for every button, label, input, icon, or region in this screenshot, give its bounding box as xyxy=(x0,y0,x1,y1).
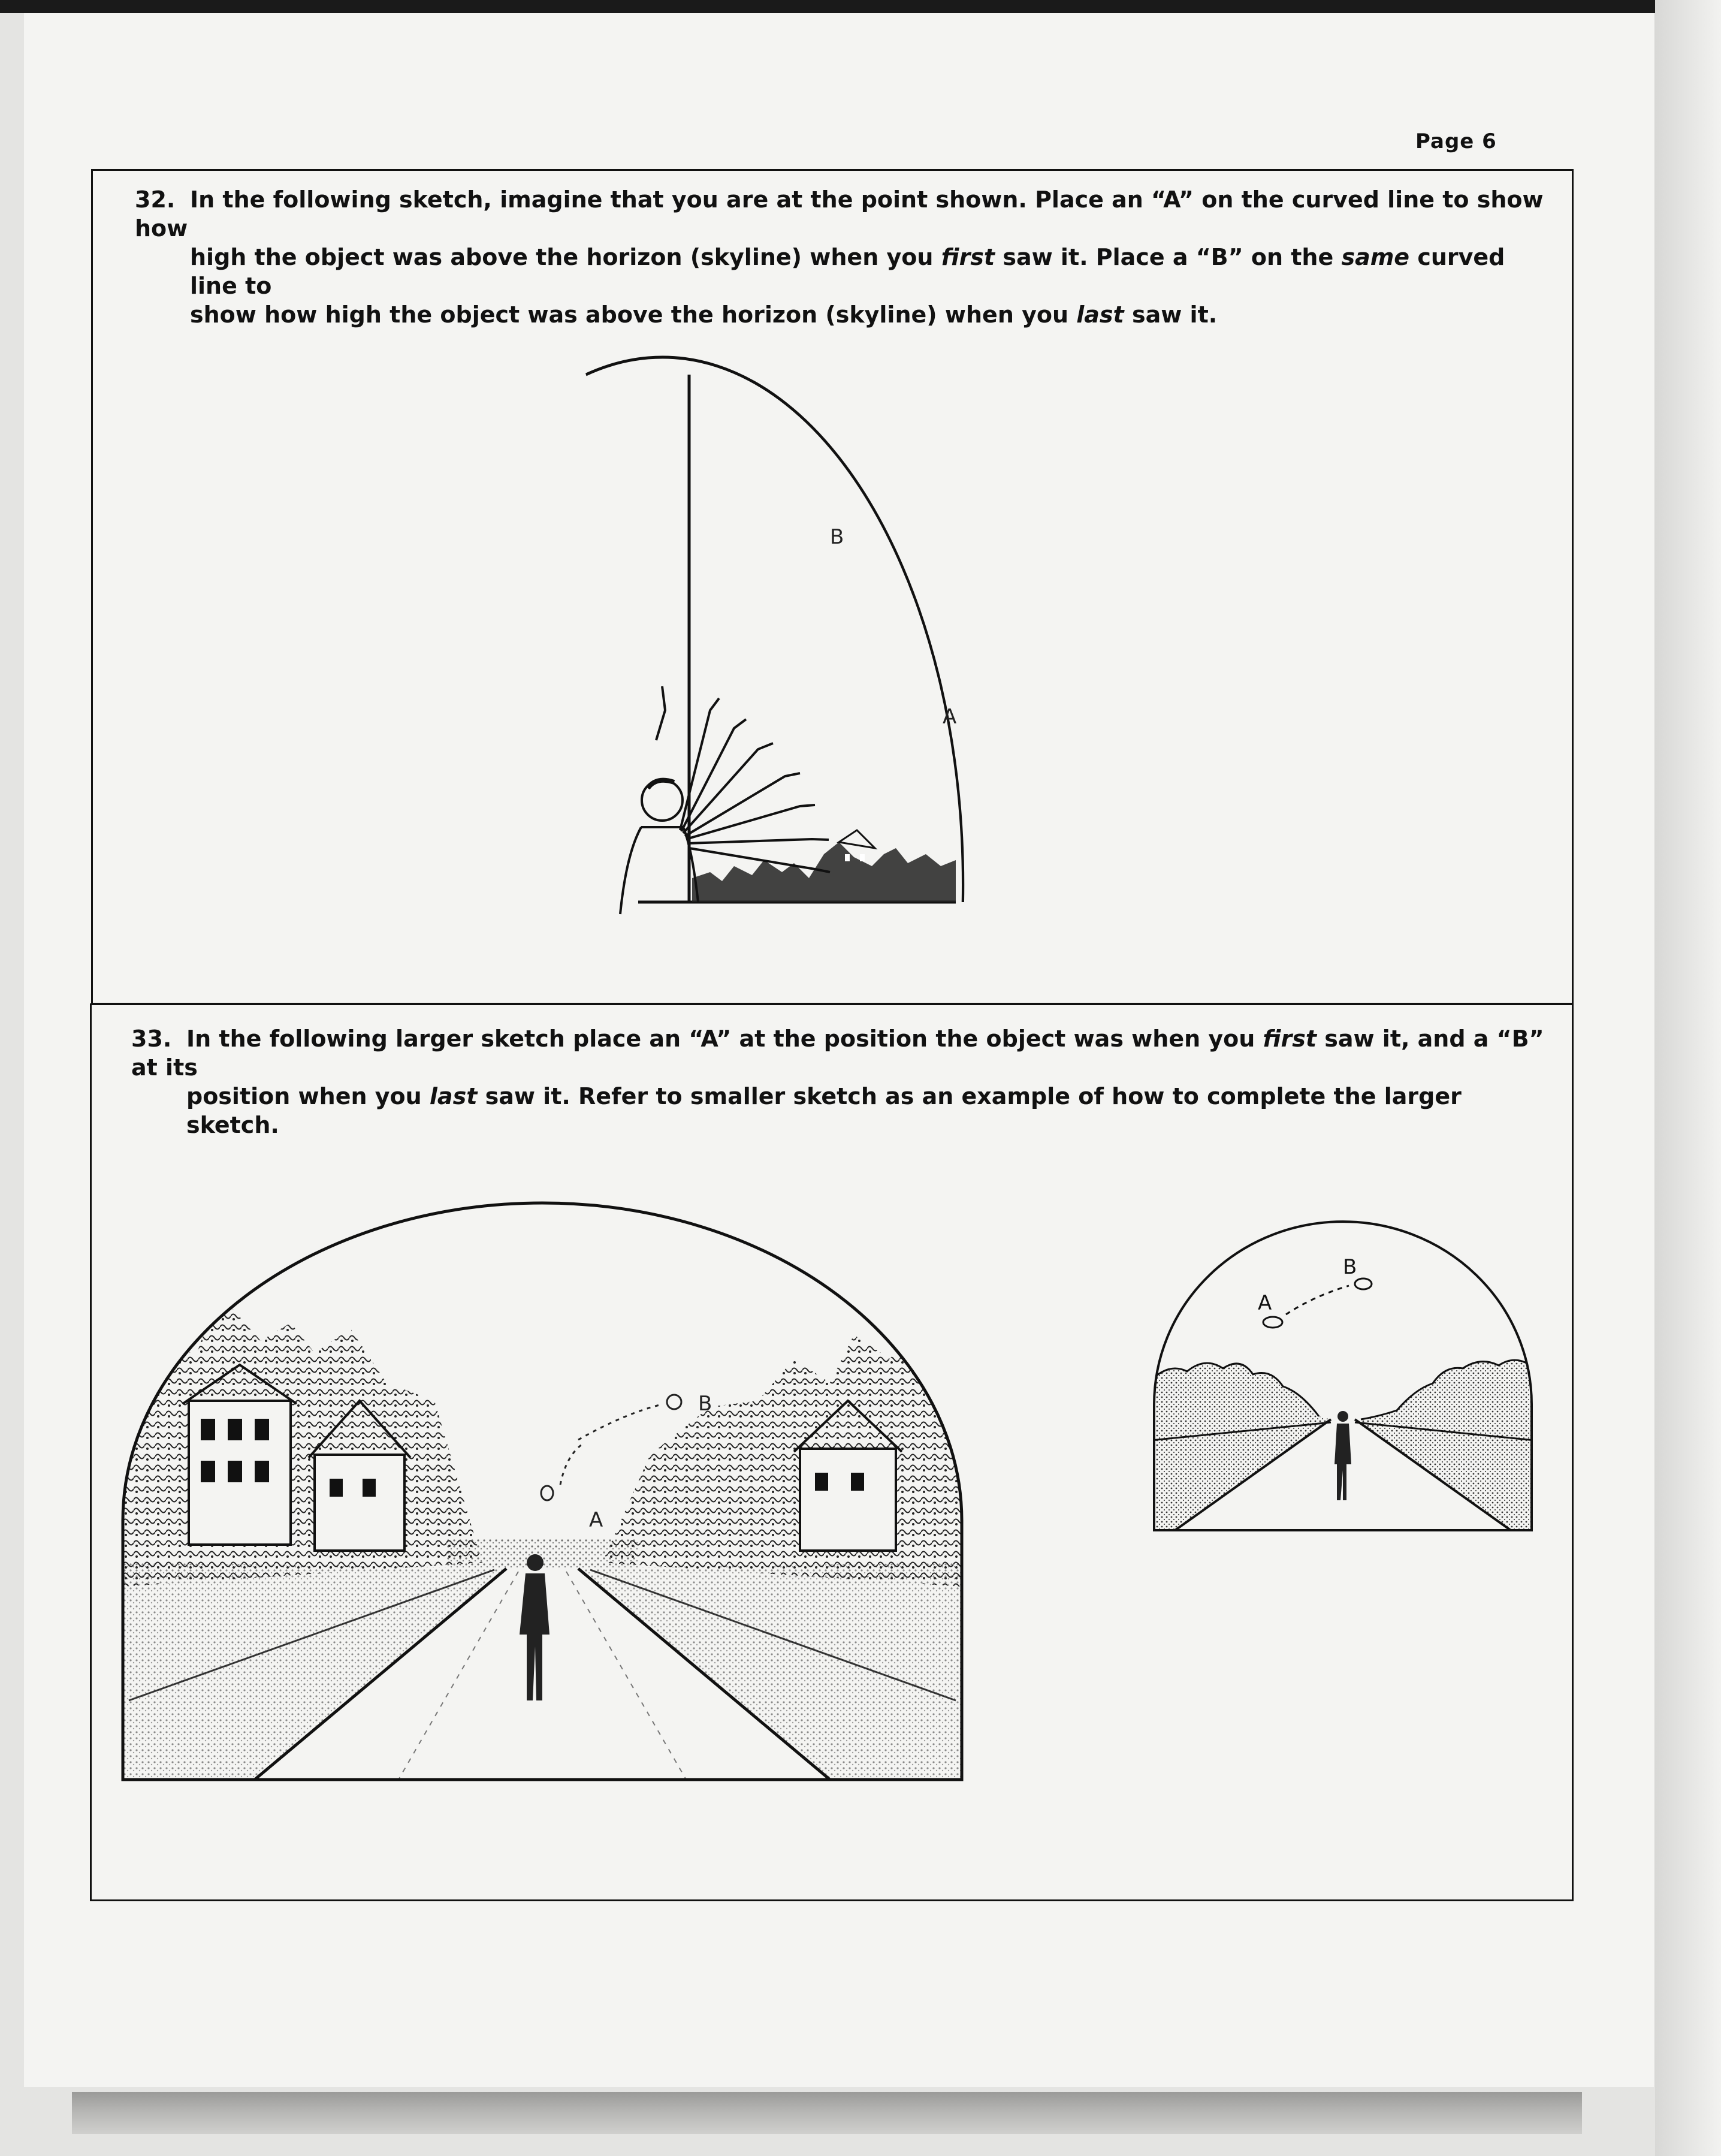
small-sketch-label-a: A xyxy=(1258,1291,1272,1315)
question-33-text xyxy=(131,1024,1557,1139)
page-number: Page 6 xyxy=(1415,129,1497,153)
large-sketch-mark-b: B xyxy=(698,1392,712,1416)
q33-l2-a: position when you xyxy=(186,1083,430,1109)
small-sketch-label-b: B xyxy=(1343,1255,1357,1279)
question-33-line-2 xyxy=(131,1082,1557,1139)
scan-edge-top xyxy=(0,0,1721,13)
q33-l1-first: first xyxy=(1263,1026,1317,1052)
q32-l2-a: high the object was above the horizon (skyline) when you xyxy=(190,244,941,270)
large-dome-sketch xyxy=(123,1203,962,1787)
q33-l1-b: saw it, and a “B” at its xyxy=(131,1026,1544,1081)
question-32-panel xyxy=(91,169,1574,1005)
q33-l2-b: saw it. Refer to smaller sketch as an example of how to complete the larger sketch. xyxy=(186,1083,1462,1138)
q32-l2-first: first xyxy=(941,244,995,270)
question-32-text xyxy=(135,185,1555,329)
small-dome-example xyxy=(1151,1219,1535,1560)
q32-l2-same: same xyxy=(1341,244,1410,270)
q32-l2-c: curved line to xyxy=(190,244,1505,299)
question-33-number: 33. xyxy=(131,1026,172,1052)
left-houses-trees xyxy=(123,1293,482,1587)
question-32-line-1: In the following sketch, imagine that you are at the point shown. Place an “A” on the curved line to show how xyxy=(135,186,1544,242)
q32-l3-a: show how high the object was above the horizon (skyline) when you xyxy=(190,301,1077,328)
question-33-panel xyxy=(90,1003,1574,1901)
small-sketch-trajectory xyxy=(1263,1278,1372,1328)
q32-l3-b: saw it. xyxy=(1124,301,1218,328)
scan-edge-right xyxy=(1655,0,1721,2156)
scan-edge-bottom xyxy=(72,2092,1582,2134)
q33-l2-last: last xyxy=(429,1083,478,1109)
large-sketch-mark-a: A xyxy=(589,1508,603,1532)
question-32-line-3 xyxy=(135,300,1555,329)
quadrant-mark-b: B xyxy=(830,525,844,549)
question-32-number: 32. xyxy=(135,186,176,213)
q32-l2-b: saw it. Place a “B” on the xyxy=(995,244,1342,270)
quadrant-curved-line xyxy=(586,357,963,902)
question-32-line-2 xyxy=(135,243,1555,300)
q32-l3-last: last xyxy=(1076,301,1124,328)
q33-l1-a: In the following larger sketch place an “A” at the position the object was when you xyxy=(186,1026,1263,1052)
quadrant-sketch xyxy=(512,375,968,974)
quadrant-mark-a: A xyxy=(943,705,957,729)
